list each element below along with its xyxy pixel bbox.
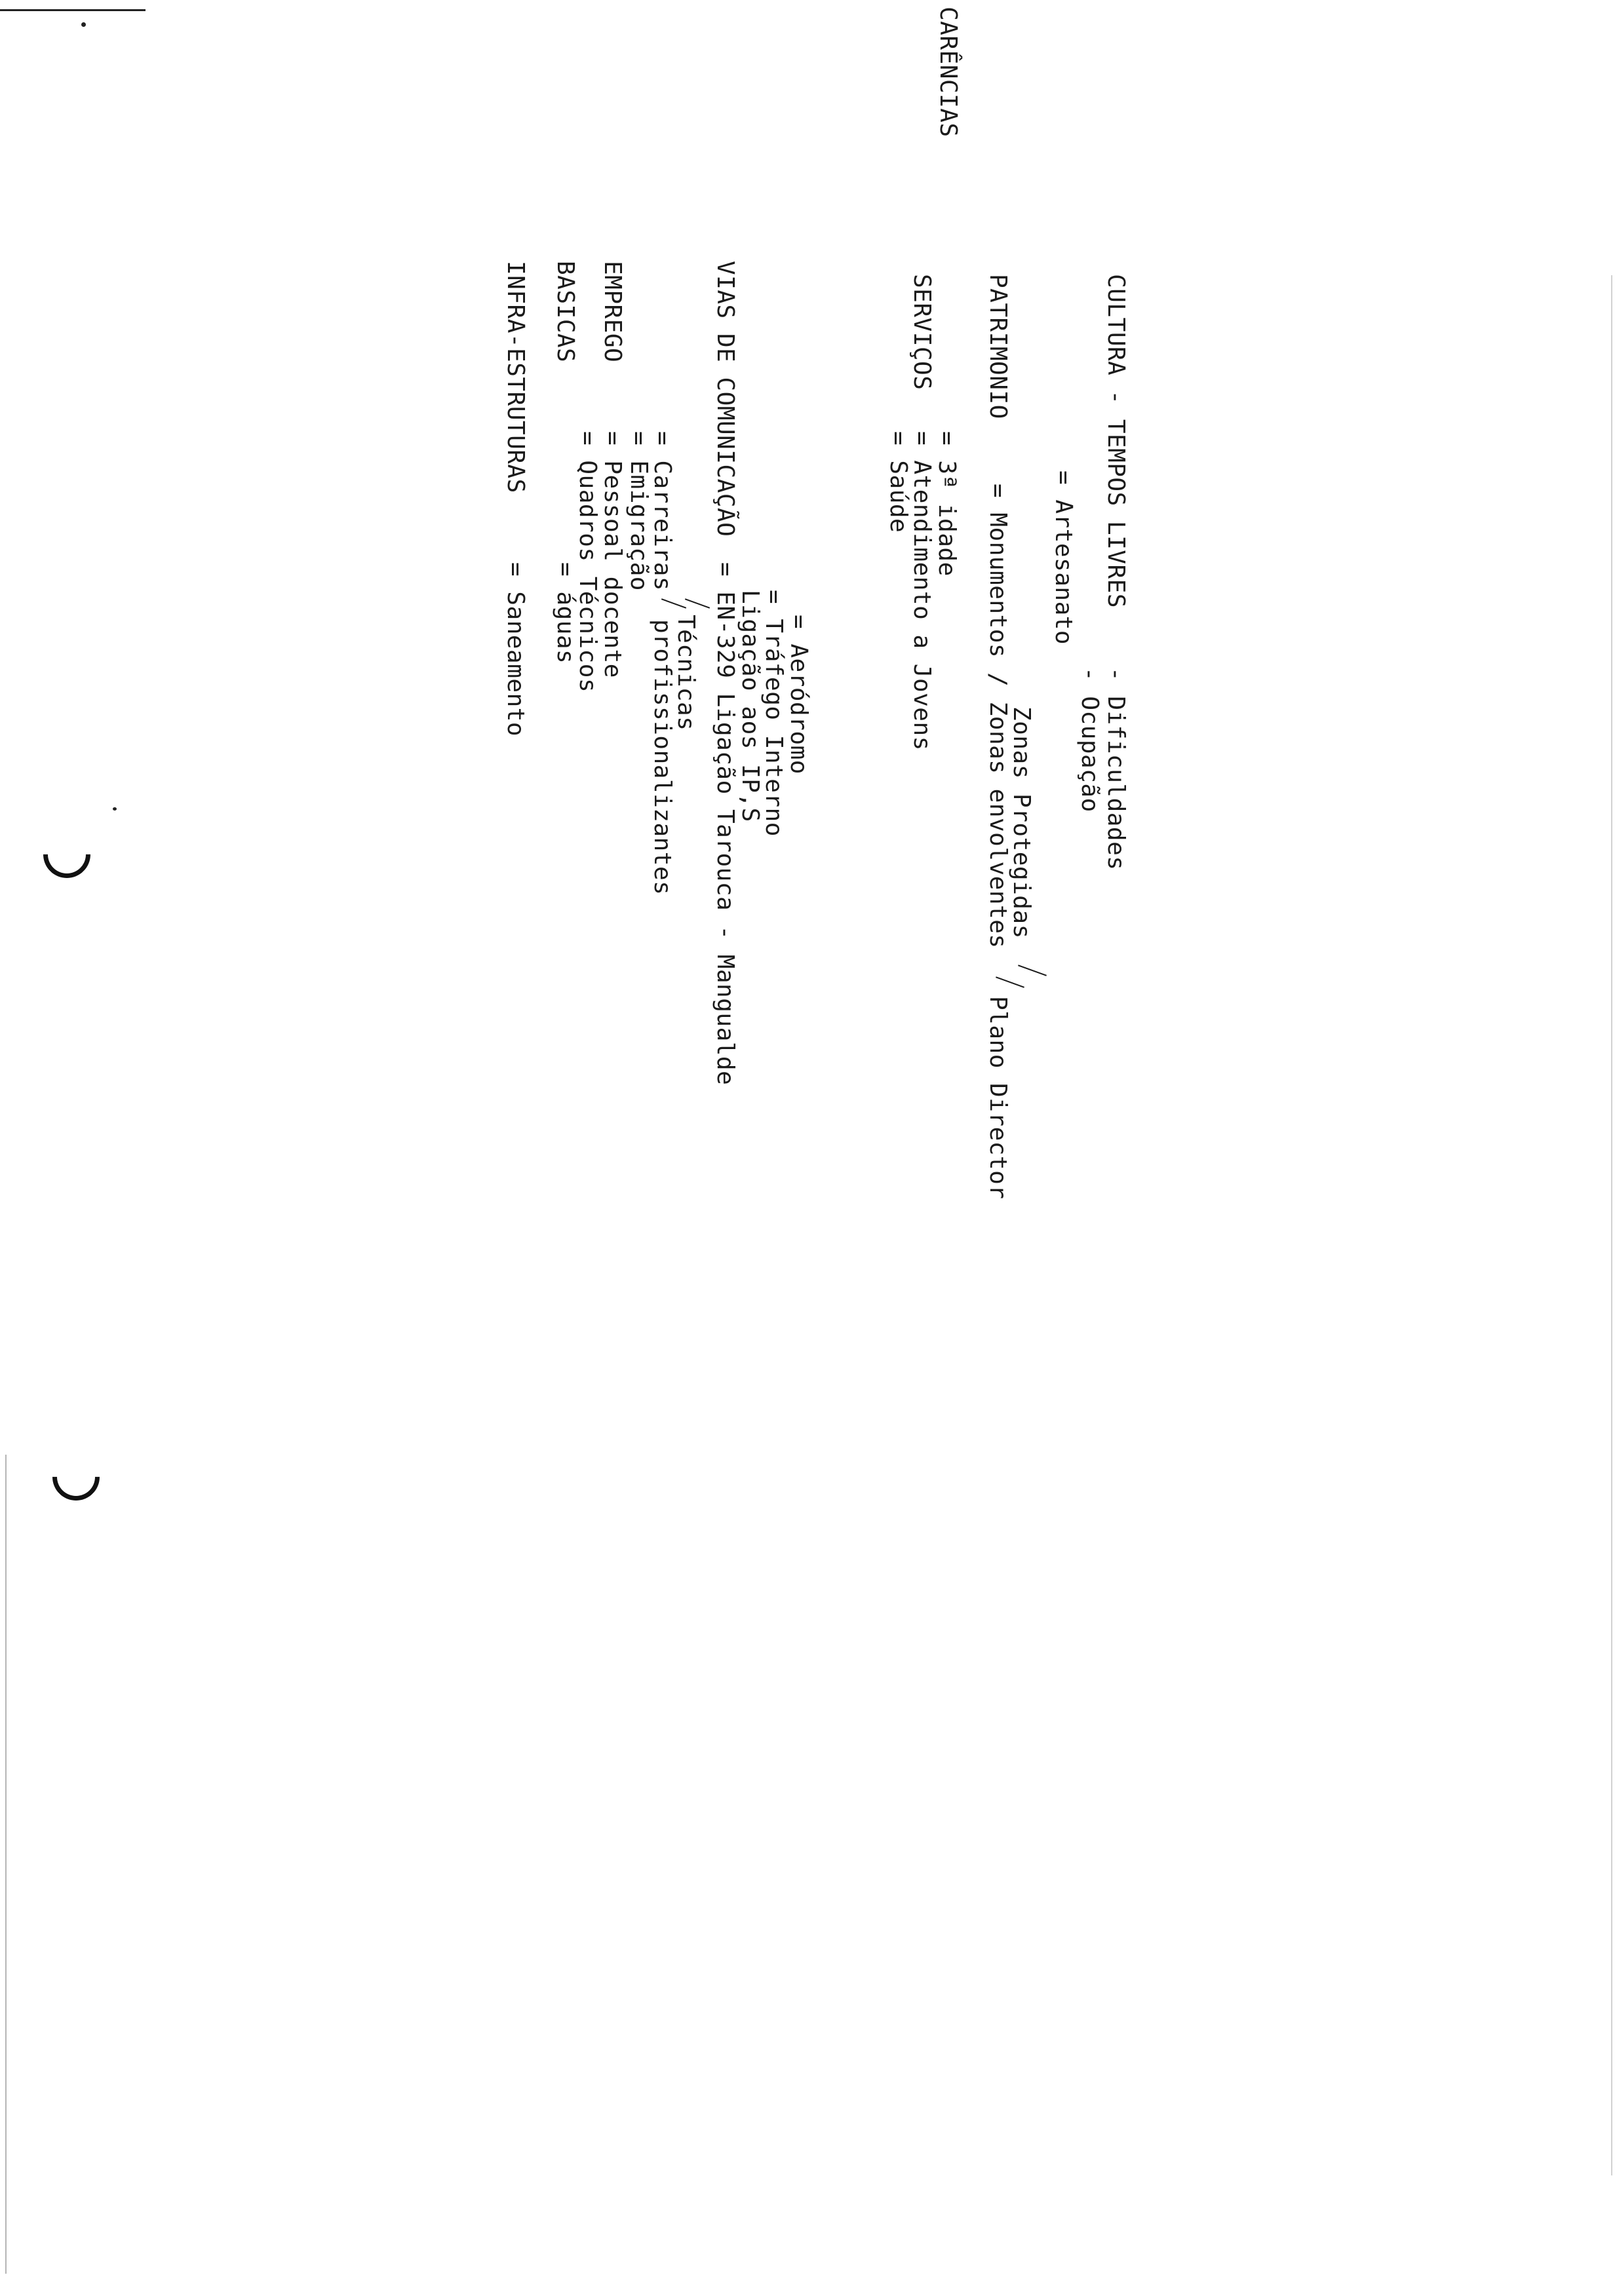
item-dificuldades: - Dificuldades — [1102, 667, 1129, 871]
section-heading-servicos: SERVIÇOS — [908, 274, 935, 391]
item-emigracao: = Emigração — [625, 431, 652, 591]
item-monumentos-zonas-envolventes: = Monumentos / Zonas envolventes — [984, 484, 1011, 949]
item-plano-director: Plano Director — [984, 996, 1011, 1200]
document-title: CARÊNCIAS — [935, 7, 962, 138]
slash-divider — [1018, 965, 1047, 976]
section-heading-basicas: BASICAS — [552, 261, 579, 363]
item-3a-idade: = 3ª idade — [933, 431, 960, 577]
item-atendimento-a-jovens: = Atendimento a Jovens — [908, 431, 935, 751]
item-trafego-interno: = Tráfego Interno — [760, 590, 787, 837]
section-heading-vias-de-comunicacao: VIAS DE COMUNICAÇÃO — [712, 261, 739, 537]
item-zonas-protegidas: Zonas Protegidas — [1008, 706, 1035, 939]
item-aerodromo: = Aeródromo — [785, 615, 812, 775]
item-ocupacao: - Ocupação — [1076, 667, 1103, 813]
item-tecnicas: Técnicas — [672, 615, 699, 731]
slash-divider — [685, 598, 710, 609]
item-pessoal-docente: = Pessoal docente — [599, 431, 626, 678]
section-heading-cultura-tempos-livres: CULTURA - TEMPOS LIVRES — [1102, 274, 1129, 608]
item-quadros-tecnicos: = Quadros Técnicos — [574, 431, 601, 693]
item-carreiras: = Carreiras — [649, 431, 676, 591]
section-heading-patrimonio: PATRIMONIO — [984, 274, 1011, 419]
section-heading-emprego: EMPREGO — [599, 261, 626, 363]
slash-divider — [661, 598, 686, 609]
item-aguas: = águas — [552, 562, 579, 664]
item-ligacao-ips: Ligação aos IP,S — [737, 590, 764, 822]
section-heading-infra-estruturas: INFRA-ESTRUTURAS — [502, 261, 529, 493]
item-saude: = Saúde — [885, 431, 912, 533]
item-saneamento: = Saneamento — [502, 562, 529, 737]
item-en-329: = EN-329 Ligação Tarouca - Mangualde — [712, 562, 739, 1086]
slash-divider — [996, 976, 1024, 988]
item-profissionalizantes: profissionalizantes — [649, 619, 676, 896]
item-artesanato: = Artesanato — [1050, 470, 1077, 645]
